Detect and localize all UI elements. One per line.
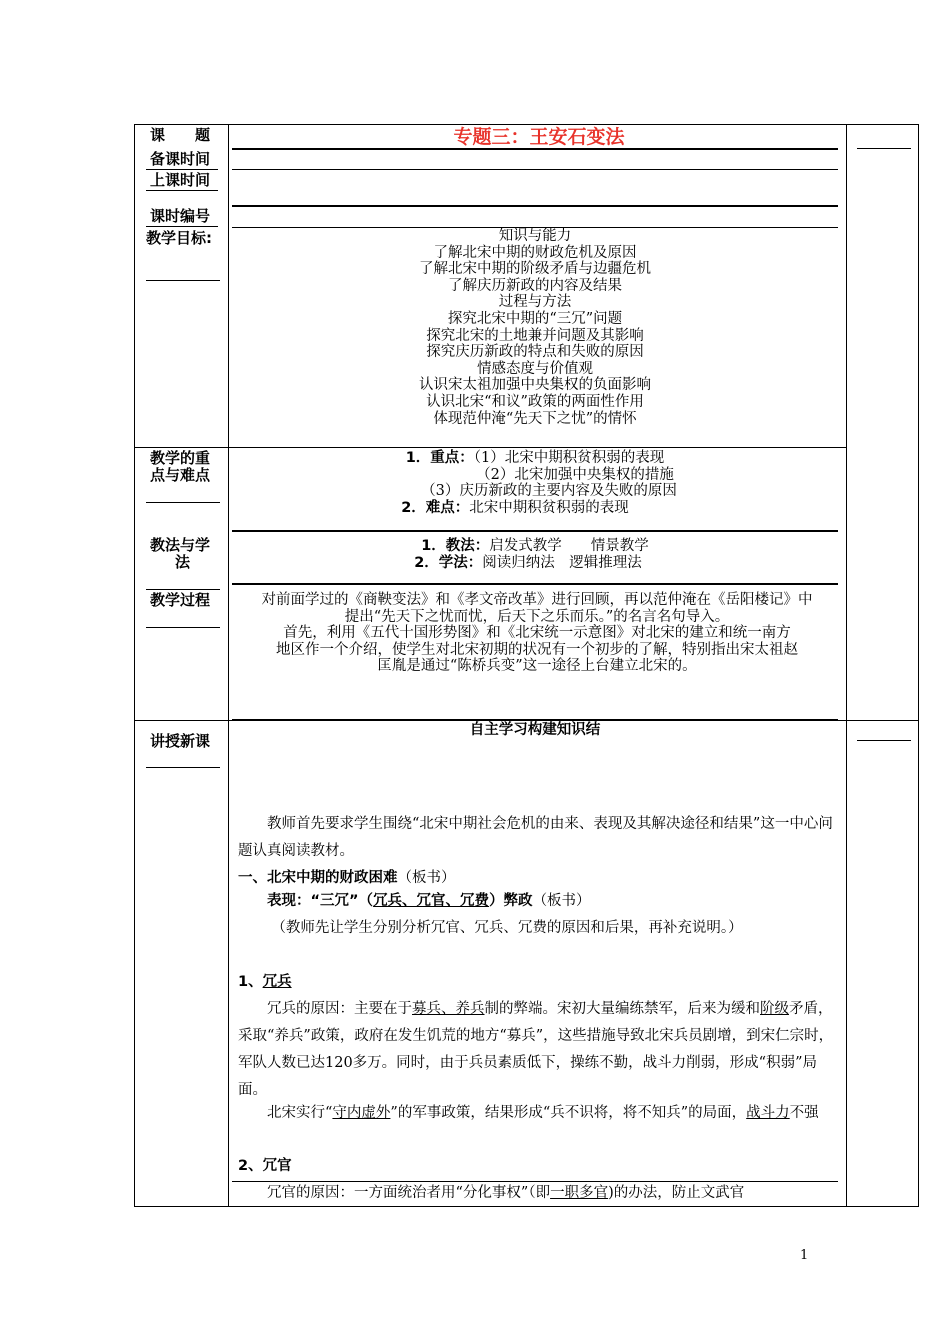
objectives-list xyxy=(232,228,838,427)
label-underline xyxy=(146,169,218,170)
key-label: 1．重点： xyxy=(405,450,474,466)
paragraph-underlined: 一职多官 xyxy=(550,1185,609,1201)
teaching-method-text: 启发式教学 情景教学 xyxy=(489,538,649,554)
paragraph-text: 冗官的原因：一方面统治者用“分化事权”（即 xyxy=(267,1185,551,1201)
key-points-label-1: 教学的重 xyxy=(150,449,211,467)
paragraph-underlined: 阶级 xyxy=(760,1001,789,1017)
manifestation-line xyxy=(238,888,840,915)
subsection-2-heading xyxy=(238,1153,840,1180)
process-label: 教学过程 xyxy=(150,591,211,609)
paragraph-text: 矛盾，采取“养兵”政策，政府在发生饥荒的地方“募兵”，这些措施导致北宋兵员剧增，到宋仁宗时，军队人数已达120多万。同时，由于兵员素质低下，操练不勤，战斗力削弱，形成“积弱”局面。 xyxy=(238,1001,834,1098)
objective-line: 了解北宋中期的财政危机及原因 xyxy=(433,244,637,261)
manifestation-items: 冗兵、冗官、冗费 xyxy=(373,893,490,909)
label-underline xyxy=(146,627,220,628)
objective-line: 体现范仲淹“先天下之忧”的情怀 xyxy=(433,410,637,427)
row-divider xyxy=(232,530,838,532)
difficulty-line xyxy=(232,500,838,517)
new-lesson-heading: 自主学习构建知识结 xyxy=(469,722,601,738)
objective-line: 探究北宋中期的“三冗”问题 xyxy=(447,310,623,327)
right-column-underline xyxy=(857,740,911,741)
column-divider xyxy=(228,124,229,1207)
page-number: 1 xyxy=(800,1248,809,1263)
teaching-method xyxy=(232,538,838,555)
process-line: 匡胤是通过“陈桥兵变”这一途径上台建立北宋的。 xyxy=(377,658,697,675)
column-divider xyxy=(846,124,847,1207)
process-text xyxy=(234,592,840,675)
paragraph-text: )的办法，防止文武官 xyxy=(608,1185,745,1201)
objective-line: 知识与能力 xyxy=(498,228,572,244)
objective-line: 了解庆历新政的内容及结果 xyxy=(448,277,622,294)
methods-label-1: 教法与学 xyxy=(150,536,211,554)
key-points xyxy=(232,450,838,516)
objective-line: 认识北宋“和议”政策的两面性作用 xyxy=(426,393,644,410)
section-1-title: 一、北宋中期的财政困难 xyxy=(238,870,398,886)
paragraph-underlined: 守内虚外 xyxy=(332,1105,391,1121)
objectives-label: 教学目标: xyxy=(146,229,212,247)
prep-time-label: 备课时间 xyxy=(150,150,211,168)
row-divider xyxy=(134,447,846,448)
row-divider xyxy=(232,148,838,150)
row-divider xyxy=(232,205,838,207)
learning-method-label: 2．学法： xyxy=(414,554,483,571)
key-point-3: （3）庆历新政的主要内容及失败的原因 xyxy=(421,483,677,500)
objective-line: 认识宋太祖加强中央集权的负面影响 xyxy=(419,377,651,394)
objective-line: 情感态度与价值观 xyxy=(477,360,593,377)
methods-label-2: 法 xyxy=(175,553,191,571)
subsection-1-title: 冗兵 xyxy=(262,974,292,990)
row-divider xyxy=(232,583,838,585)
subsection-1-number: 1、 xyxy=(238,974,263,990)
paragraph-text: 制的弊端。宋初大量编练禁军，后来为缓和 xyxy=(484,1001,760,1017)
intro-paragraph: 教师首先要求学生围绕“北宋中期社会危机的由来、表现及其解决途径和结果”这一中心问题认真阅读教材。 xyxy=(238,816,833,859)
new-lesson-label: 讲授新课 xyxy=(150,732,211,750)
redundant-army-paragraph xyxy=(238,996,840,1104)
manifestation-note: （板书） xyxy=(532,893,591,909)
key-point-line xyxy=(232,450,838,467)
objective-line: 过程与方法 xyxy=(498,294,572,311)
subsection-2-number: 2、 xyxy=(238,1158,263,1174)
key-point-1: （1）北宋中期积贫积弱的表现 xyxy=(473,450,665,466)
label-underline xyxy=(146,502,220,503)
label-underline xyxy=(146,280,220,281)
subsection-2-title: 冗官 xyxy=(262,1158,292,1174)
paragraph-underlined: 战斗力 xyxy=(746,1105,790,1121)
label-underline xyxy=(146,767,220,768)
right-column-underline xyxy=(857,148,911,149)
objective-line: 探究庆历新政的特点和失败的原因 xyxy=(426,344,644,361)
lesson-title: 专题三：王安石变法 xyxy=(453,126,625,148)
row-divider xyxy=(232,169,838,170)
paragraph-underlined: 募兵、养兵 xyxy=(412,1001,485,1017)
process-line: 地区作一个介绍，使学生对北宋初期的状况有一个初步的了解，特别指出宋太祖赵 xyxy=(276,641,798,658)
learning-method-text: 阅读归纳法 逻辑推理法 xyxy=(482,554,642,571)
process-line: 首先，利用《五代十国形势图》和《北宋统一示意图》对北宋的建立和统一南方 xyxy=(283,625,791,642)
paragraph-text: 北宋实行“ xyxy=(267,1105,333,1121)
key-point-2: （2）北宋加强中央集权的措施 xyxy=(476,466,674,483)
label-underline xyxy=(146,226,218,227)
label-underline xyxy=(146,589,220,590)
redundant-officials-paragraph xyxy=(238,1180,840,1207)
methods xyxy=(232,538,838,571)
subsection-1-heading xyxy=(238,969,840,996)
difficulty-text: 北宋中期积贫积弱的表现 xyxy=(469,499,629,516)
objective-line: 了解北宋中期的阶级矛盾与边疆危机 xyxy=(419,261,651,278)
paragraph-text: ”的军事政策，结果形成“兵不识将，将不知兵”的局面， xyxy=(390,1105,747,1121)
paragraph-text: 冗兵的原因：主要在于 xyxy=(267,1001,412,1017)
learning-method xyxy=(232,555,838,572)
manifestation-label: 表现：“三冗”（ xyxy=(267,893,374,909)
objective-line: 探究北宋的土地兼并问题及其影响 xyxy=(426,327,644,344)
section-1-note: （板书） xyxy=(397,870,456,886)
lesson-number-label: 课时编号 xyxy=(150,207,211,225)
lesson-label: 课 题 xyxy=(150,126,211,144)
manifestation-end: ）弊政 xyxy=(489,893,533,909)
difficulty-label: 2．难点： xyxy=(401,499,470,516)
key-points-label-2: 点与难点 xyxy=(150,466,211,484)
paragraph-text: 不强 xyxy=(789,1105,819,1121)
teaching-method-label: 1．教法： xyxy=(421,538,490,554)
process-line: 提出“先天下之忧而忧，后天下之乐而乐。”的名言名句导入。 xyxy=(344,608,730,625)
teacher-note: （教师先让学生分别分析冗官、冗兵、冗费的原因和后果，再补充说明。） xyxy=(271,920,743,936)
label-underline xyxy=(146,190,218,191)
process-line: 对前面学过的《商鞅变法》和《孝文帝改革》进行回顾，再以范仲淹在《岳阳楼记》中 xyxy=(261,592,813,608)
military-policy-paragraph xyxy=(238,1100,840,1127)
row-divider xyxy=(134,720,919,721)
class-time-label: 上课时间 xyxy=(150,171,211,189)
